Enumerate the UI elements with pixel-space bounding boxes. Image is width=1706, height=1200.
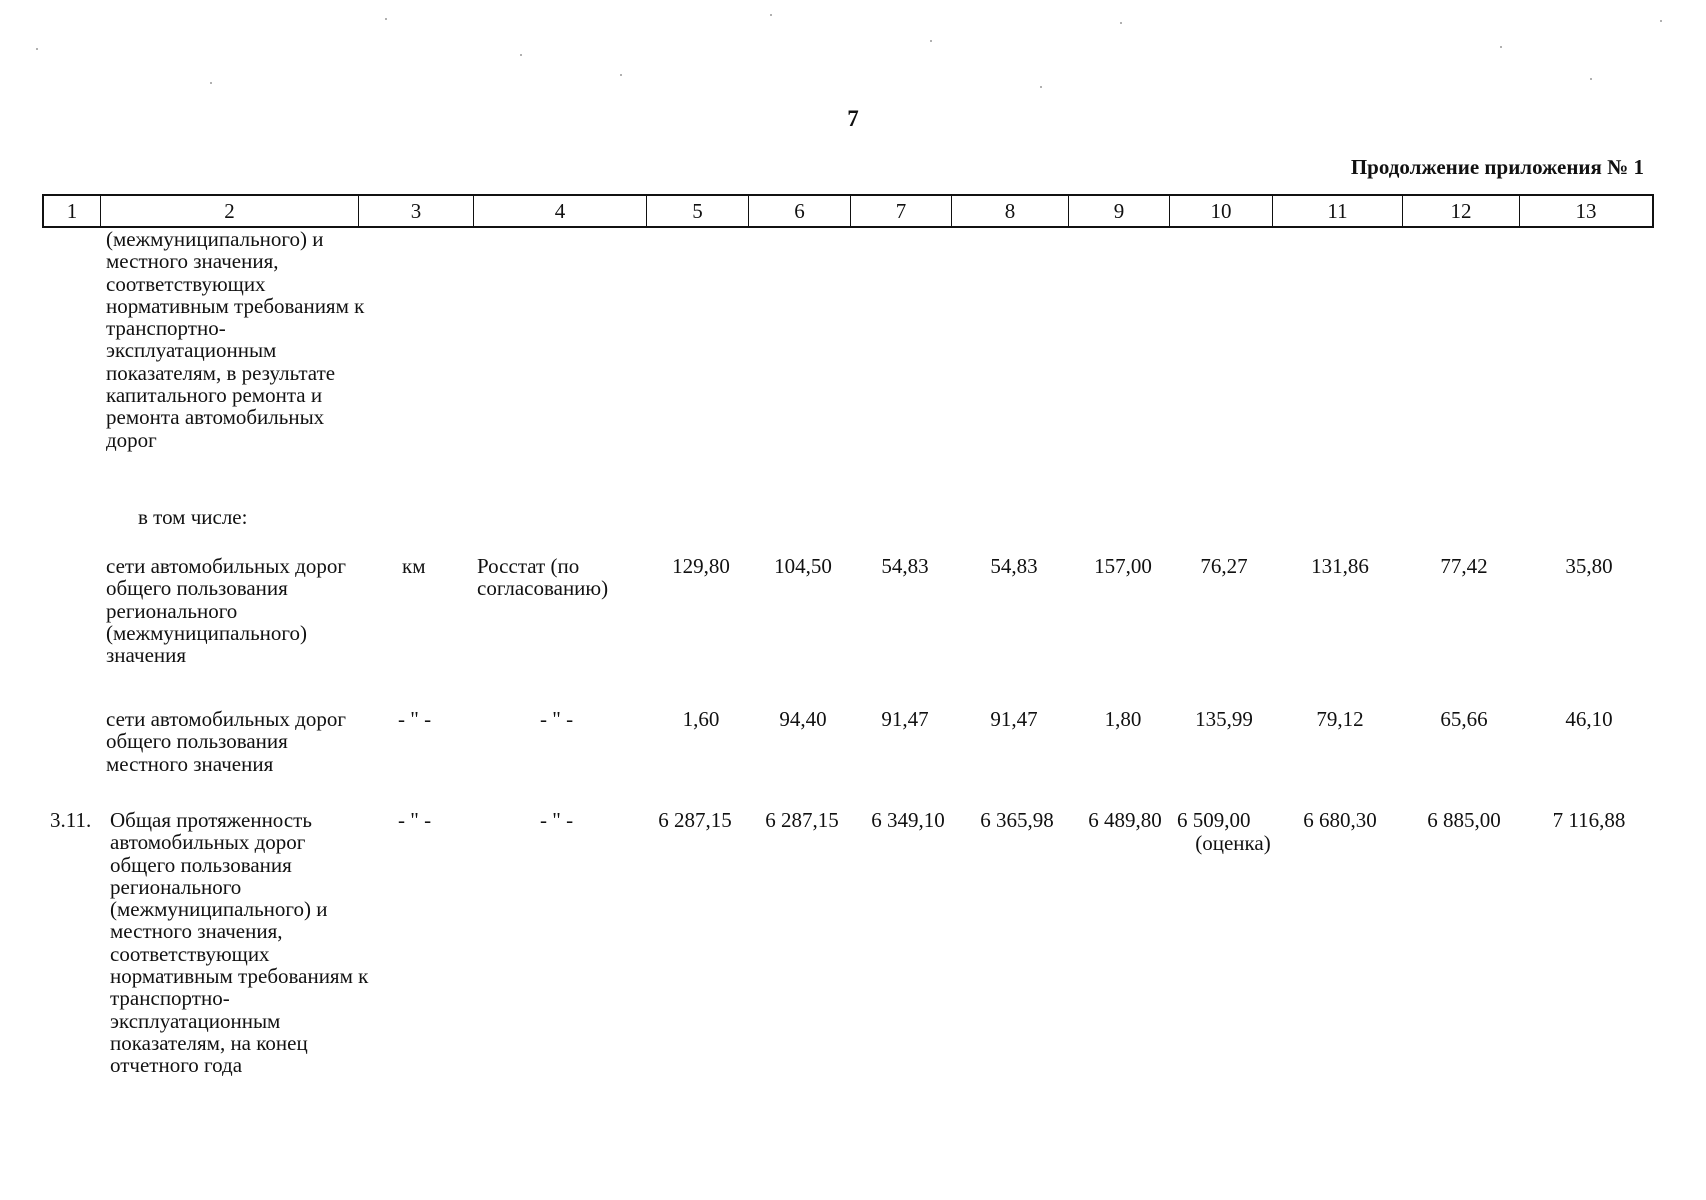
- column-header: 10: [1170, 196, 1273, 226]
- column-header-row: [42, 194, 1654, 228]
- including-label: в том числе:: [138, 505, 248, 529]
- indicator-name: Общая протяженность автомобильных дорог общего пользования регионального (межмуниципального) и местного значения, соответствующих нормативным требованиям к транспортно-эксплуатационным показателям, на конец отчетного года: [110, 808, 369, 1078]
- column-header: 3: [359, 196, 474, 226]
- indicator-name: сети автомобильных дорог общего пользования регионального (межмуниципального) значения: [106, 554, 346, 668]
- source: - " -: [540, 808, 574, 832]
- value: 6 885,00: [1427, 808, 1501, 832]
- source: Росстат (по согласованию): [477, 554, 609, 601]
- value: 35,80: [1565, 554, 1613, 578]
- value: 54,83: [881, 554, 929, 578]
- value: 6 680,30: [1303, 808, 1377, 832]
- value: 6 287,15: [658, 808, 732, 832]
- value: 157,00: [1094, 554, 1152, 578]
- column-header: 8: [952, 196, 1069, 226]
- column-header: 9: [1069, 196, 1170, 226]
- value: 54,83: [990, 554, 1038, 578]
- value: 79,12: [1316, 707, 1364, 731]
- column-header: 12: [1403, 196, 1520, 226]
- value: 7 116,88: [1552, 808, 1626, 832]
- unit: - " -: [398, 808, 432, 832]
- value: 135,99: [1195, 707, 1253, 731]
- indicator-name: сети автомобильных дорог общего пользования местного значения: [106, 707, 346, 776]
- value: 104,50: [774, 554, 832, 578]
- column-header: 7: [851, 196, 952, 226]
- value: 129,80: [672, 554, 730, 578]
- value: 46,10: [1565, 707, 1613, 731]
- value: 77,42: [1440, 554, 1488, 578]
- value: 6 365,98: [980, 808, 1054, 832]
- value: 91,47: [990, 707, 1038, 731]
- value: 6 349,10: [871, 808, 945, 832]
- continued-indicator-text: (межмуниципального) и местного значения, соответствующих нормативным требованиям к транспортно-эксплуатационным показателям, в результате капитального ремонта и ремонта автомобильных дорог: [106, 227, 365, 452]
- value: 76,27: [1200, 554, 1248, 578]
- appendix-label: Продолжение приложения № 1: [1350, 155, 1644, 179]
- value: 6 509,00: [1177, 808, 1251, 832]
- value: 1,60: [682, 707, 720, 731]
- unit: - " -: [398, 707, 432, 731]
- value: 91,47: [881, 707, 929, 731]
- value: 94,40: [779, 707, 827, 731]
- value: 6 287,15: [765, 808, 839, 832]
- page-number: 7: [847, 106, 859, 131]
- column-header: 13: [1575, 199, 1597, 223]
- column-header: 2: [101, 196, 359, 226]
- column-header: 6: [749, 196, 851, 226]
- value: 1,80: [1104, 707, 1142, 731]
- unit: км: [402, 554, 426, 578]
- estimate-note: (оценка): [1195, 831, 1271, 855]
- value: 131,86: [1311, 554, 1369, 578]
- source: - " -: [540, 707, 574, 731]
- column-header: 11: [1273, 196, 1403, 226]
- column-header: 4: [474, 196, 647, 226]
- row-number: 3.11.: [50, 808, 92, 832]
- value: 6 489,80: [1088, 808, 1162, 832]
- column-header: 5: [647, 196, 749, 226]
- column-header: 1: [44, 196, 101, 226]
- value: 65,66: [1440, 707, 1488, 731]
